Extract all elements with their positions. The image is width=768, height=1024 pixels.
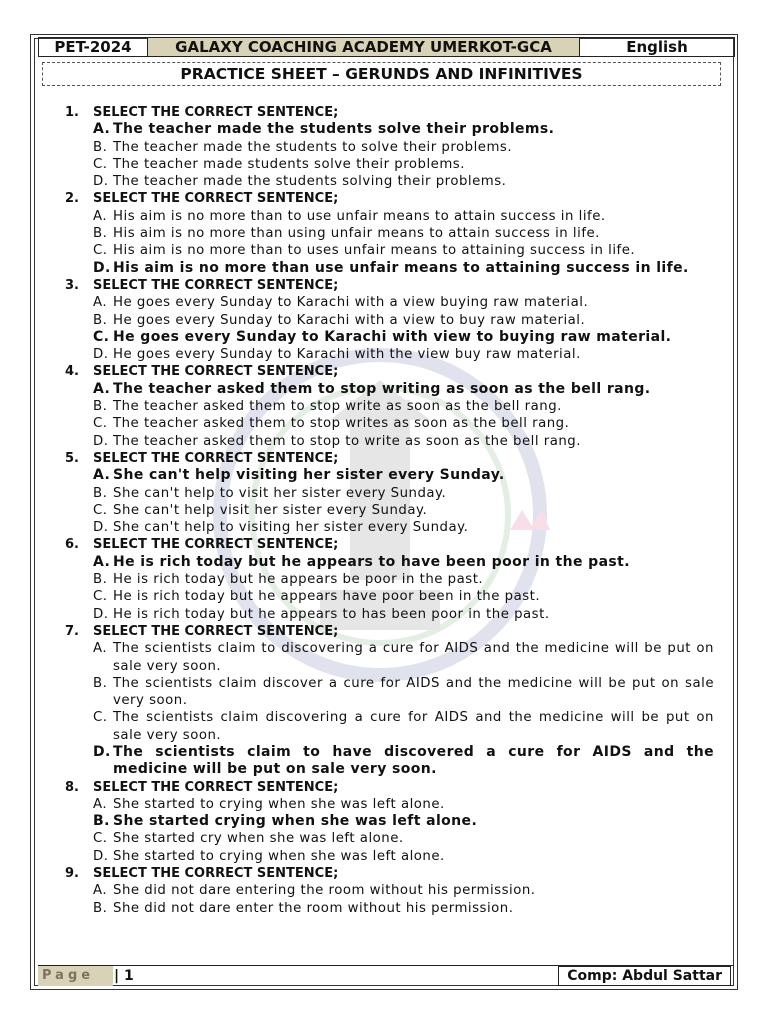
answer-option — [93, 242, 714, 259]
option-letter: C. — [93, 328, 110, 345]
correct-option — [93, 554, 714, 571]
question-item — [60, 779, 714, 865]
answer-option — [93, 312, 714, 329]
answer-option — [93, 675, 714, 710]
option-text: She can't help to visiting her sister every Sunday. — [113, 520, 469, 536]
option-letter: D. — [93, 520, 109, 536]
answer-option — [93, 709, 714, 744]
academy-title: GALAXY COACHING ACADEMY UMERKOT-GCA — [148, 38, 580, 56]
correct-option — [93, 813, 714, 830]
option-letter: B. — [93, 572, 108, 588]
option-text: She can't help visiting her sister every Sunday. — [113, 467, 505, 484]
option-letter: C. — [93, 502, 108, 518]
option-text: He is rich today but he appears to have been poor in the past. — [113, 553, 630, 570]
option-text: The scientists claim discovering a cure for AIDS and the medicine will be put on sale very soon. — [113, 710, 714, 743]
answer-option — [93, 433, 714, 450]
question-item — [60, 190, 714, 276]
option-letter: A. — [93, 380, 111, 397]
answer-option — [93, 208, 714, 225]
question-prompt — [60, 190, 714, 207]
option-text: She can't help visit her sister every Sunday. — [113, 502, 428, 518]
option-letter: D. — [93, 743, 111, 760]
answer-option — [93, 830, 714, 847]
option-text: The teacher made the students solving their problems. — [113, 174, 507, 190]
option-letter: D. — [93, 347, 109, 363]
option-text: She started cry when she was left alone. — [113, 831, 404, 847]
option-text: He is rich today but he appears to has been poor in the past. — [113, 606, 550, 622]
answer-option — [93, 519, 714, 536]
question-item — [60, 450, 714, 536]
answer-option — [93, 173, 714, 190]
option-letter: D. — [93, 259, 111, 276]
question-item — [60, 363, 714, 449]
option-text: She can't help to visit her sister every Sunday. — [113, 485, 447, 501]
option-letter: C. — [93, 831, 108, 847]
question-item — [60, 623, 714, 779]
option-text: The scientists claim to discovering a cure for AIDS and the medicine will be put on sale very soon. — [113, 641, 714, 674]
correct-option — [93, 121, 714, 138]
option-text: The teacher made the students to solve their problems. — [113, 139, 513, 155]
option-letter: B. — [93, 312, 108, 328]
question-prompt — [60, 536, 714, 553]
option-letter: A. — [93, 796, 108, 812]
option-text: She started crying when she was left alone. — [113, 813, 478, 830]
option-letter: B. — [93, 813, 110, 830]
option-letter: B. — [93, 399, 108, 415]
option-letter: B. — [93, 226, 108, 242]
question-prompt-text: SELECT THE CORRECT SENTENCE; — [93, 623, 339, 639]
question-number: 6. — [65, 537, 79, 553]
question-number: 4. — [65, 364, 79, 380]
question-prompt-text: SELECT THE CORRECT SENTENCE; — [93, 537, 339, 553]
option-text: His aim is no more than to use unfair means to attain success in life. — [113, 208, 606, 224]
option-text: The teacher made the students solve their problems. — [113, 121, 555, 138]
correct-option — [93, 744, 714, 779]
answer-option — [93, 415, 714, 432]
option-text: The scientists claim to have discovered a cure for AIDS and the medicine will be put on sale very soon. — [113, 743, 714, 778]
subject-language: English — [626, 38, 688, 56]
option-text: His aim is no more than use unfair means to attaining success in life. — [113, 259, 689, 276]
option-text: He is rich today but he appears have poor been in the past. — [113, 589, 541, 605]
page-number — [114, 966, 134, 986]
answer-option — [93, 398, 714, 415]
option-text: She started to crying when she was left alone. — [113, 848, 445, 864]
question-prompt-text: SELECT THE CORRECT SENTENCE; — [93, 191, 339, 207]
correct-option — [93, 329, 714, 346]
question-prompt — [60, 104, 714, 121]
answer-option — [93, 882, 714, 899]
option-letter: C. — [93, 416, 108, 432]
answer-option — [93, 346, 714, 363]
question-number: 1. — [65, 105, 79, 120]
question-prompt — [60, 623, 714, 640]
option-letter: A. — [93, 467, 111, 484]
answer-option — [93, 294, 714, 311]
option-text: He goes every Sunday to Karachi with view to buying raw material. — [113, 328, 672, 345]
option-text: The teacher asked them to stop write as soon as the bell rang. — [113, 399, 562, 415]
question-prompt — [60, 865, 714, 882]
question-number: 5. — [65, 450, 79, 466]
option-letter: A. — [93, 553, 111, 570]
correct-option — [93, 260, 714, 277]
question-item — [60, 865, 714, 917]
question-prompt — [60, 779, 714, 796]
answer-option — [93, 485, 714, 502]
question-prompt-text: SELECT THE CORRECT SENTENCE; — [93, 779, 339, 795]
answer-option — [93, 502, 714, 519]
option-letter: C. — [93, 156, 108, 172]
page-label: Page — [38, 966, 113, 986]
option-text: The teacher asked them to stop writes as soon as the bell rang. — [113, 416, 570, 432]
option-letter: B. — [93, 485, 108, 501]
option-letter: A. — [93, 208, 108, 224]
option-letter: D. — [93, 174, 109, 190]
author-credit: Comp: Abdul Sattar — [558, 966, 731, 986]
option-letter: C. — [93, 710, 108, 726]
question-prompt — [60, 363, 714, 380]
answer-option — [93, 900, 714, 917]
answer-option — [93, 588, 714, 605]
question-number: 3. — [65, 277, 79, 293]
option-letter: D. — [93, 606, 109, 622]
document-header — [38, 37, 735, 57]
option-text: He goes every Sunday to Karachi with the view buy raw material. — [113, 347, 581, 363]
option-text: The teacher made students solve their problems. — [113, 156, 465, 172]
question-number: 7. — [65, 623, 79, 639]
option-letter: A. — [93, 883, 108, 899]
option-text: The scientists claim discover a cure for AIDS and the medicine will be put on sale very soon. — [113, 675, 714, 709]
correct-option — [93, 381, 714, 398]
option-letter: C. — [93, 243, 108, 259]
option-letter: C. — [93, 589, 108, 605]
question-item — [60, 104, 714, 190]
option-letter: A. — [93, 641, 108, 657]
question-prompt — [60, 450, 714, 467]
option-text: She started to crying when she was left alone. — [113, 796, 445, 812]
option-text: His aim is no more than to uses unfair means to attaining success in life. — [113, 243, 636, 259]
option-letter: B. — [93, 139, 108, 155]
page-number-value: 1 — [124, 968, 134, 984]
question-prompt-text: SELECT THE CORRECT SENTENCE; — [93, 105, 339, 120]
option-text: His aim is no more than using unfair means to attain success in life. — [113, 226, 600, 242]
exam-code: PET-2024 — [39, 38, 148, 56]
question-item — [60, 536, 714, 622]
option-text: He is rich today but he appears be poor in the past. — [113, 572, 484, 588]
answer-option — [93, 156, 714, 173]
option-text: He goes every Sunday to Karachi with a view buying raw material. — [113, 295, 589, 311]
option-letter: A. — [93, 295, 108, 311]
answer-option — [93, 796, 714, 813]
question-prompt — [60, 277, 714, 294]
option-text: He goes every Sunday to Karachi with a view to buy raw material. — [113, 312, 586, 328]
answer-option — [93, 225, 714, 242]
answer-option — [93, 640, 714, 675]
option-text: The teacher asked them to stop writing as soon as the bell rang. — [113, 380, 651, 397]
correct-option — [93, 467, 714, 484]
answer-option — [93, 606, 714, 623]
option-letter: D. — [93, 433, 109, 449]
question-number: 9. — [65, 866, 79, 882]
answer-option — [93, 139, 714, 156]
question-prompt-text: SELECT THE CORRECT SENTENCE; — [93, 364, 339, 380]
answer-option — [93, 571, 714, 588]
option-letter: B. — [93, 675, 108, 691]
answer-option — [93, 848, 714, 865]
question-prompt-text: SELECT THE CORRECT SENTENCE; — [93, 277, 339, 293]
option-letter: B. — [93, 900, 108, 916]
question-list — [60, 104, 714, 917]
option-letter: D. — [93, 848, 109, 864]
sheet-title: PRACTICE SHEET – GERUNDS AND INFINITIVES — [42, 62, 721, 86]
question-prompt-text: SELECT THE CORRECT SENTENCE; — [93, 450, 339, 466]
option-text: The teacher asked them to stop to write as soon as the bell rang. — [113, 433, 581, 449]
question-number: 2. — [65, 191, 79, 207]
page-footer — [38, 965, 733, 986]
option-text: She did not dare enter the room without his permission. — [113, 900, 514, 916]
option-letter: A. — [93, 121, 111, 138]
question-prompt-text: SELECT THE CORRECT SENTENCE; — [93, 866, 339, 882]
question-item — [60, 277, 714, 363]
page-separator: | — [114, 968, 120, 984]
option-text: She did not dare entering the room without his permission. — [113, 883, 536, 899]
question-number: 8. — [65, 779, 79, 795]
